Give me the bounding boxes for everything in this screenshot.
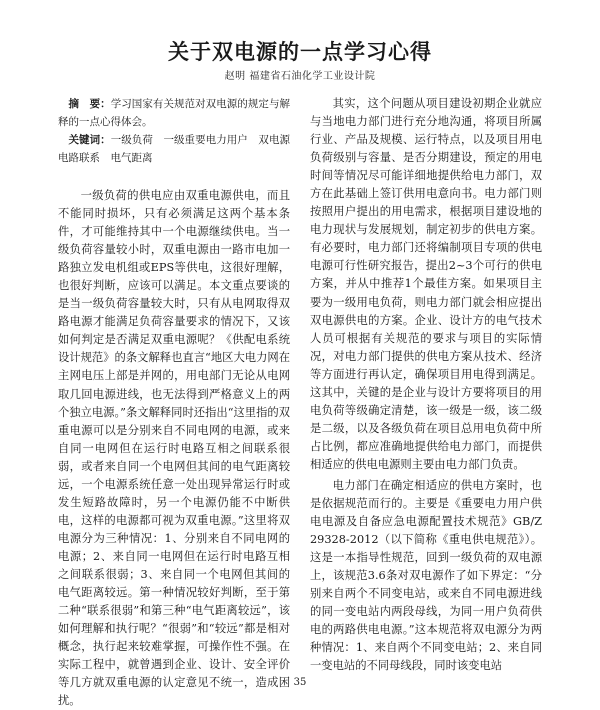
abstract-label: 摘 要： [68, 98, 111, 110]
article-title: 关于双电源的一点学习心得 [168, 40, 432, 64]
author-affiliation: 赵明 福建省石油化学工业设计院 [224, 71, 376, 82]
abstract-block [58, 95, 301, 167]
keywords [58, 131, 301, 167]
body-paragraph-1: 一级负荷的供电应由双重电源供电，而且不能同时损坏，只有必须满足这两个基本条件，才可能维持其中一个电源继续供电。当一级负荷容量较小时，双重电源由一路市电加一路独立发电机组或EPS等供电，这很好理解，也很好判断，应该可以满足。本文重点要谈的是当一级负荷容量较大时，只有从电网取得双路电源才能满足负荷容量要求的情况下，又该如何判定是否满足双重电源呢？《供配电系统设计规范》的条文解释也直言“地区大电力网在主网电压上部是并网的，用电部门无论从电网取几回电源进线，也无法得到严格意义上的两个独立电源。”条文解释同时还指出“这里指的双重电源可以是分别来自不同电网的电源，或来自同一电网但在运行时电路互相之间联系很弱，或者来自同一个电网但其间的电气距离较远，一个电源系统任意一处出现异常运行时或发生短路故障时，另一个电源仍能不中断供电，这样的电源都可视为双重电源。”这里将双电源分为三种情况：1、分别来自不同电网的电源；2、来自同一电网但在运行时电路互相之间联系很弱；3、来自同一个电网但其间的电气距离较远。第一种情况较好判断，至于第二种“联系很弱”和第三种“电气距离较远”，该如何理解和执行呢？“很弱”和“较远”都是相对概念，执行起来较难掌握，可操作性不强。在实际工程中，就曾遇到企业、设计、安全评价等几方就双重电源的认定意见不统一，造成困扰。 [58, 189, 290, 708]
page-number: 35 [293, 677, 307, 688]
keywords-label: 关键词： [68, 134, 111, 146]
body-paragraph-2: 其实，这个问题从项目建设初期企业就应与当地电力部门进行充分地沟通，将项目所属行业、产品及规模、运行特点，以及项目用电负荷级别与容量、是否分期建设，预定的用电时间等情况尽可能详细地提供给电力部门，双方在此基础上签订供用电意向书。电力部门则按照用户提出的用电需求，根据项目建设地的电力现状与发展规划，制定初步的供电方案。有必要时，电力部门还将编制项目专项的供电电源可行性研究报告，提出2~3个可行的供电方案，并从中推荐1个最佳方案。如果项目主要为一级用电负荷，则电力部门就会相应提出双电源供电的方案。企业、设计方的电气技术人员可根据有关规范的要求与项目的实际情况，对电力部门提供的供电方案从技术、经济等方面进行再认定，确保项目用电得到满足。这其中，关键的是企业与设计方要将项目的用电负荷等级确定清楚，该一级是一级，该二级是二级，以及各级负荷在项目总用电负荷中所占比例，都应准确地提供给电力部门，而提供相适应的供电电源则主要由电力部门负责。 [310, 97, 542, 471]
abstract-text: 学习国家有关规范对双电源的规定与解释的一点心得体会。 [58, 98, 291, 128]
abstract [58, 95, 290, 131]
body-paragraph-3: 电力部门在确定相适应的供电方案时，也是依据规范而行的。主要是《重要电力用户供电电源及自备应急电源配置技术规范》GB/Z 29328-2012（以下简称《重电供电规范》）。这是一本指导性规范，回到一级负荷的双电源上，该规范3.6条对双电源作了如下界定：“分别来自两个不同变电站，或来自不同电源进线的同一变电站内两段母线，为同一用户负荷供电的两路供电电源。”这本规范将双电源分为两种情况：1、来自两个不同变电站；2、来自同一变电站的不同母线段，同时该变电站 [310, 478, 542, 673]
keywords-text: 一级负荷 一级重要电力用户 双电源 电路联系 电气距离 [58, 134, 301, 164]
right-column [310, 95, 542, 676]
spacer [58, 167, 290, 187]
